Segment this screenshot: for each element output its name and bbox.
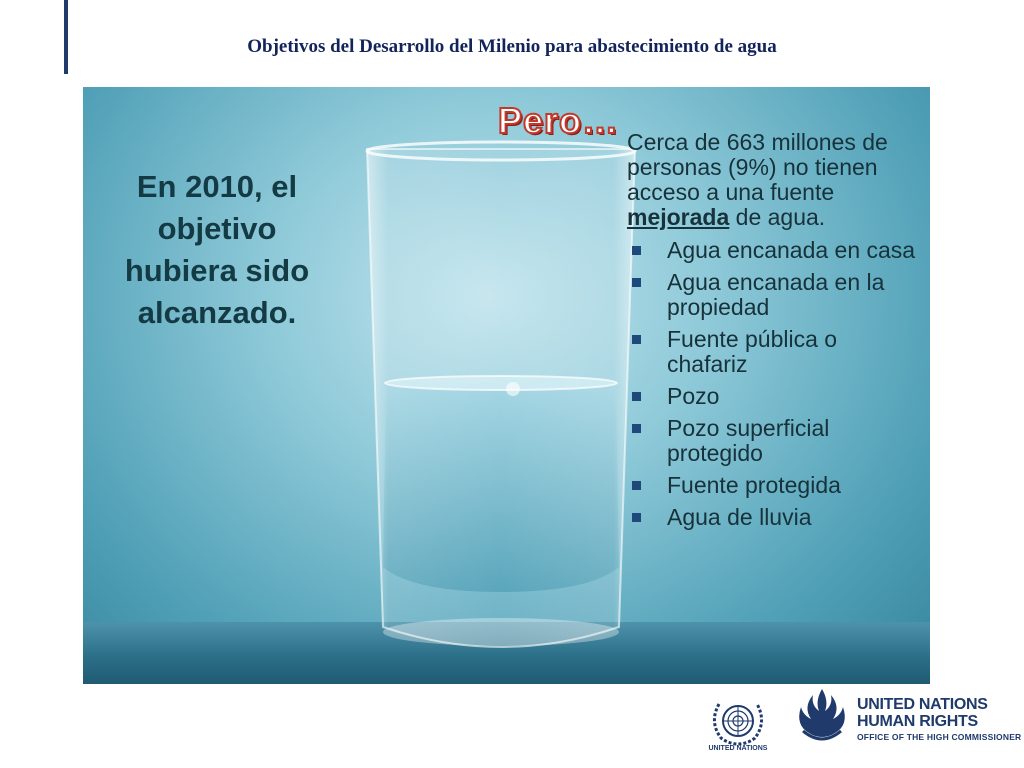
list-item-label: Pozo bbox=[667, 383, 720, 409]
list-item bbox=[627, 327, 917, 377]
lead-text-start: Cerca de 663 millones de personas (9%) no tienen acceso a una fuente bbox=[627, 129, 888, 205]
lead-paragraph bbox=[627, 130, 917, 230]
lead-underlined-word: mejorada bbox=[627, 204, 730, 230]
bullet-panel bbox=[627, 130, 917, 537]
list-item bbox=[627, 238, 917, 263]
square-bullet-icon bbox=[632, 424, 641, 433]
square-bullet-icon bbox=[632, 481, 641, 490]
square-bullet-icon bbox=[632, 278, 641, 287]
water-bubble bbox=[506, 382, 520, 396]
glass-base bbox=[383, 618, 619, 646]
emphasis-heading: Pero… bbox=[498, 100, 620, 141]
slide-headline: En 2010, el objetivo hubiera sido alcanzado. bbox=[124, 169, 310, 330]
ohchr-line-3: OFFICE OF THE HIGH COMMISSIONER bbox=[857, 732, 1022, 742]
un-logo-label: UNITED NATIONS bbox=[708, 745, 768, 752]
square-bullet-icon bbox=[632, 246, 641, 255]
lead-text-end: de agua. bbox=[729, 204, 826, 230]
list-item-label: Agua de lluvia bbox=[667, 504, 812, 530]
list-item-label: Agua encanada en la propiedad bbox=[667, 269, 885, 320]
list-item bbox=[627, 270, 917, 320]
list-item-label: Fuente protegida bbox=[667, 472, 841, 498]
list-item bbox=[627, 384, 917, 409]
source-list bbox=[627, 238, 917, 530]
square-bullet-icon bbox=[632, 392, 641, 401]
square-bullet-icon bbox=[632, 335, 641, 344]
list-item-label: Fuente pública o chafariz bbox=[667, 326, 838, 377]
list-item-label: Pozo superficial protegido bbox=[667, 415, 830, 466]
list-item bbox=[627, 416, 917, 466]
ohchr-flame-icon bbox=[793, 685, 851, 747]
list-item-label: Agua encanada en casa bbox=[667, 237, 916, 263]
list-item bbox=[627, 473, 917, 498]
ohchr-line-2: HUMAN RIGHTS bbox=[857, 713, 978, 730]
glass-outline bbox=[367, 149, 635, 647]
water-surface bbox=[385, 376, 617, 390]
square-bullet-icon bbox=[632, 513, 641, 522]
ohchr-line-1: UNITED NATIONS bbox=[857, 696, 988, 713]
ohchr-wordmark bbox=[857, 696, 1021, 744]
list-item bbox=[627, 505, 917, 530]
slide-title: Objetivos del Desarrollo del Milenio para abastecimiento de agua bbox=[247, 36, 777, 57]
